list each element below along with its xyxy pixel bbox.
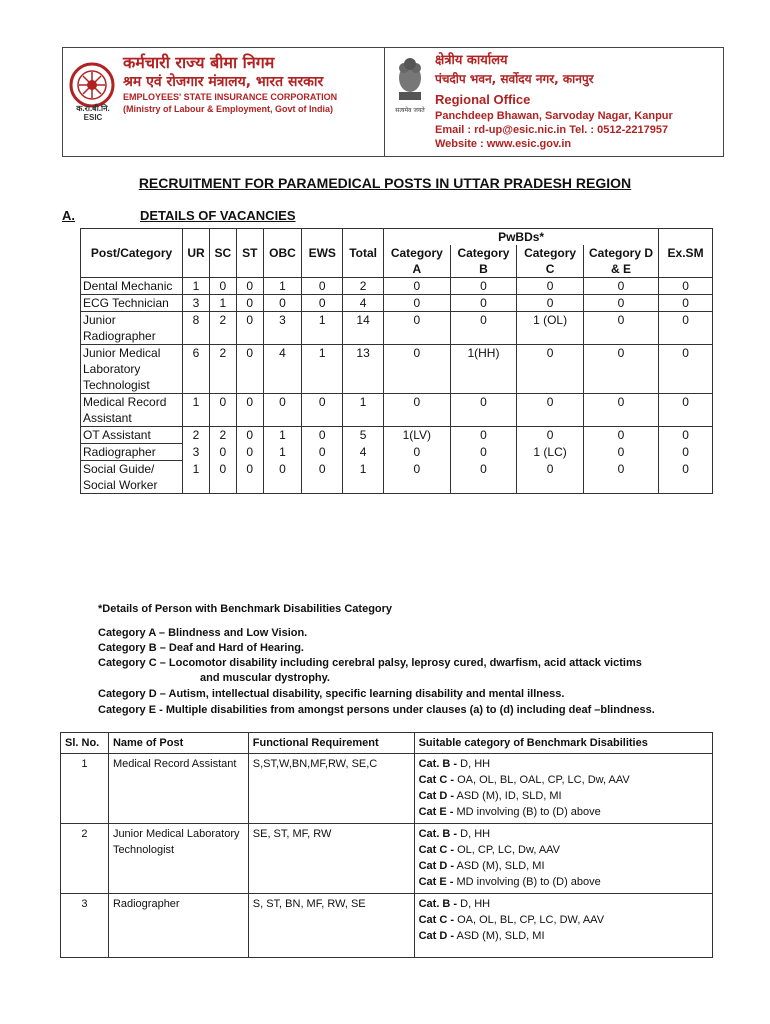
col-cat-c: Category C xyxy=(517,245,584,278)
national-emblem-icon xyxy=(391,52,429,106)
table-row: ECG Technician 3 1 0 0 0 4 0 0 0 0 0 xyxy=(81,295,713,312)
note-category-c-cont: and muscular dystrophy. xyxy=(200,672,330,684)
col-sl: Sl. No. xyxy=(61,733,109,754)
section-letter: A. xyxy=(62,208,75,223)
category-list: Cat. B - D, HH Cat C - OA, OL, BL, OAL, CP, LC, Dw, AAV Cat D - ASD (M), ID, SLD, MI Cat E - MD involving (B) to (D) above xyxy=(414,754,712,824)
logo-caption: क.रा.बी.नि. ESIC xyxy=(76,104,110,122)
note-category-d: Category D – Autism, intellectual disability, specific learning disability and mental illness. xyxy=(98,688,565,700)
letterhead-right xyxy=(385,48,723,156)
note-category-c: Category C – Locomotor disability including cerebral palsy, leprosy cured, dwarfism, acid attack victims xyxy=(98,657,642,669)
table-row: 2 Junior Medical Laboratory Technologist SE, ST, MF, RW Cat. B - D, HH Cat C - OL, CP, LC, Dw, AAV Cat D - ASD (M), SLD, MI Cat E - MD involving (B) to (D) above xyxy=(61,824,713,894)
org-name-english: EMPLOYEES' STATE INSURANCE CORPORATION xyxy=(123,92,338,102)
category-list: Cat. B - D, HH Cat C - OL, CP, LC, Dw, AAV Cat D - ASD (M), SLD, MI Cat E - MD involving (B) to (D) above xyxy=(414,824,712,894)
page-title: RECRUITMENT FOR PARAMEDICAL POSTS IN UTTAR PRADESH REGION xyxy=(138,175,632,191)
col-suitable-category: Suitable category of Benchmark Disabilities xyxy=(414,733,712,754)
section-title: DETAILS OF VACANCIES xyxy=(140,208,296,223)
table-row: OT Assistant 2 2 0 1 0 5 1(LV) 0 0 0 0 xyxy=(81,427,713,444)
table-row: 1 Medical Record Assistant S,ST,W,BN,MF,RW, SE,C Cat. B - D, HH Cat C - OA, OL, BL, OAL, CP, LC, Dw, AAV Cat D - ASD (M), ID, SLD, MI Cat E - MD involving (B) to (D) above xyxy=(61,754,713,824)
office-address: Panchdeep Bhawan, Sarvoday Nagar, Kanpur xyxy=(435,110,673,122)
table-row: Junior Radiographer 8 2 0 3 1 14 0 0 1 (OL) 0 0 xyxy=(81,312,713,345)
col-sc: SC xyxy=(209,229,236,278)
category-list: Cat. B - D, HH Cat C - OA, OL, BL, CP, LC, DW, AAV Cat D - ASD (M), SLD, MI xyxy=(414,894,712,958)
org-name-hindi: कर्मचारी राज्य बीमा निगम xyxy=(123,53,275,72)
col-ews: EWS xyxy=(302,229,343,278)
col-cat-a: Category A xyxy=(384,245,451,278)
col-obc: OBC xyxy=(263,229,302,278)
ministry-english: (Ministry of Labour & Employment, Govt of India) xyxy=(123,104,334,114)
office-name: Regional Office xyxy=(435,92,531,107)
col-st: ST xyxy=(236,229,263,278)
table-row: Social Guide/ Social Worker 1 0 0 0 0 1 0 0 0 0 0 xyxy=(81,461,713,494)
col-pwbd: PwBDs* xyxy=(384,229,659,246)
table-row: Radiographer 3 0 0 1 0 4 0 0 1 (LC) 0 0 xyxy=(81,444,713,461)
address-hindi: पंचदीप भवन, सर्वोदय नगर, कानपुर xyxy=(435,72,594,86)
col-cat-b: Category B xyxy=(450,245,517,278)
ministry-hindi: श्रम एवं रोजगार मंत्रालय, भारत सरकार xyxy=(123,74,324,90)
col-exsm: Ex.SM xyxy=(659,229,713,278)
office-website[interactable]: Website : www.esic.gov.in xyxy=(435,138,572,150)
table-row: Dental Mechanic 1 0 0 1 0 2 0 0 0 0 0 xyxy=(81,278,713,295)
table-row: 3 Radiographer S, ST, BN, MF, RW, SE Cat. B - D, HH Cat C - OA, OL, BL, CP, LC, DW, AAV Cat D - ASD (M), SLD, MI xyxy=(61,894,713,958)
note-category-e: Category E - Multiple disabilities from amongst persons under clauses (a) to (d) including deaf –blindness. xyxy=(98,704,655,716)
table-row: Medical Record Assistant 1 0 0 0 0 1 0 0 0 0 0 xyxy=(81,394,713,427)
col-ur: UR xyxy=(183,229,210,278)
col-total: Total xyxy=(343,229,384,278)
emblem-caption: सत्यमेव जयते xyxy=(395,107,425,114)
note-category-b: Category B – Deaf and Hard of Hearing. xyxy=(98,642,304,654)
col-functional-requirement: Functional Requirement xyxy=(248,733,414,754)
col-name-of-post: Name of Post xyxy=(108,733,248,754)
office-contact[interactable]: Email : rd-up@esic.nic.in Tel. : 0512-2217957 xyxy=(435,124,669,136)
note-category-a: Category A – Blindness and Low Vision. xyxy=(98,627,308,639)
vacancy-table xyxy=(80,228,713,494)
col-cat-de: Category D & E xyxy=(583,245,658,278)
letterhead xyxy=(62,47,724,157)
esic-logo-icon xyxy=(69,62,115,108)
table-row: Junior Medical Laboratory Technologist 6 2 0 4 1 13 0 1(HH) 0 0 0 xyxy=(81,345,713,394)
office-hindi: क्षेत्रीय कार्यालय xyxy=(435,53,508,68)
functional-requirement-table xyxy=(60,732,713,958)
letterhead-left xyxy=(63,48,385,156)
notes-heading: *Details of Person with Benchmark Disabilities Category xyxy=(98,603,393,615)
col-post: Post/Category xyxy=(81,229,183,278)
